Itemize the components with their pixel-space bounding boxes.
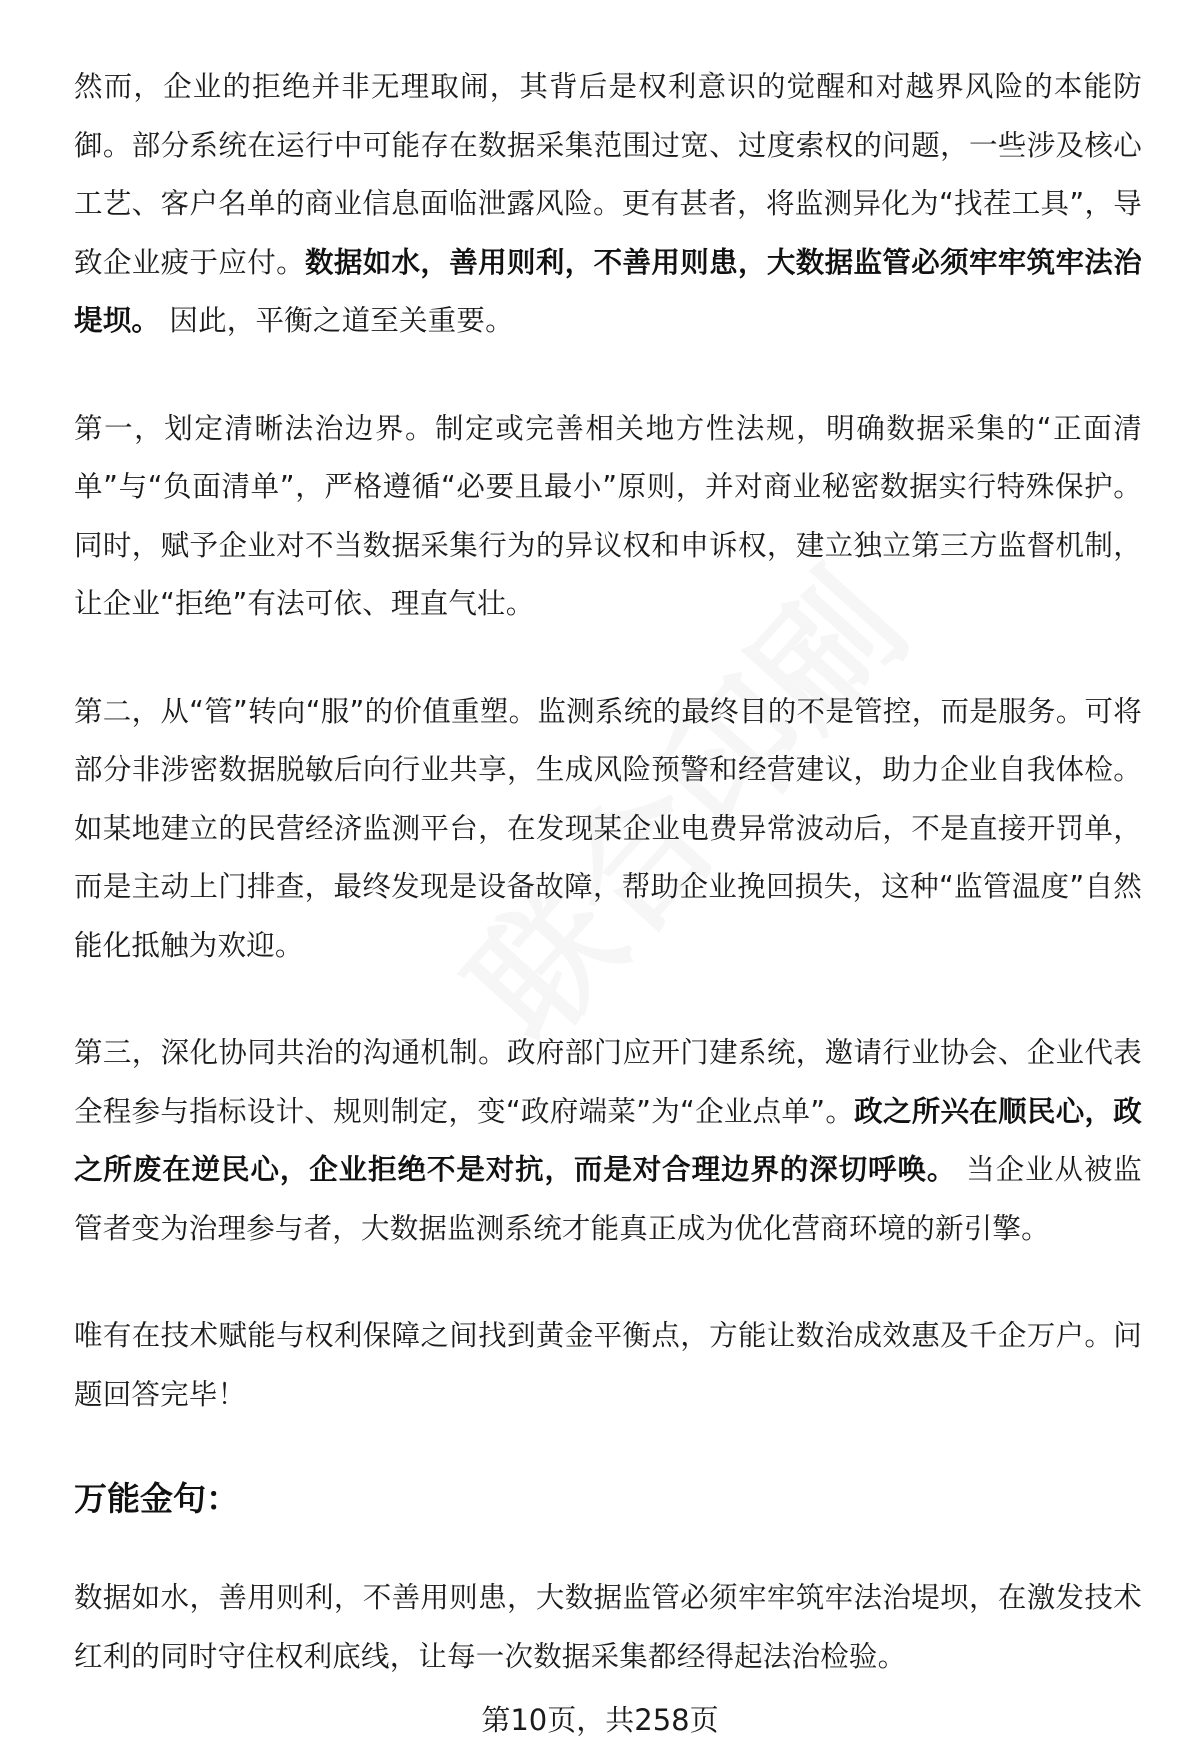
page-footer: 第10页，共258页 <box>481 1703 719 1737</box>
section-heading: 万能金句： <box>74 1479 239 1518</box>
paragraph-4 <box>74 1024 1142 1258</box>
quote-paragraph: 数据如水，善用则利，不善用则患，大数据监管必须牢牢筑牢法治堤坝，在激发技术红利的同时守住权利底线，让每一次数据采集都经得起法治检验。 <box>74 1581 1142 1673</box>
paragraph-2-text: 第一，划定清晰法治边界。制定或完善相关地方性法规，明确数据采集的“正面清单”与“负面清单”，严格遵循“必要且最小”原则，并对商业秘密数据实行特殊保护。同时，赋予企业对不当数据采集行为的异议权和申诉权，建立独立第三方监督机制，让企业“拒绝”有法可依、理直气壮。 <box>74 411 1142 620</box>
paragraph-1-bold-statement: 数据如水，善用则利，不善用则患，大数据监管必须牢牢筑牢法治堤坝。 <box>74 245 1142 337</box>
paragraph-2 <box>74 400 1142 634</box>
document-body <box>74 58 1142 1735</box>
paragraph-1-text-1: 然而，企业的拒绝并非无理取闹，其背后是权利意识的觉醒和对越界风险的本能防御。部分系统在运行中可能存在数据采集范围过宽、过度索权的问题，一些涉及核心工艺、客户名单的商业信息面临泄露风险。更有甚者，将监测异化为“找茬工具”，导致企业疲于应付。 <box>74 70 1142 279</box>
paragraph-3 <box>74 683 1142 976</box>
paragraph-1-text-2: 因此，平衡之道至关重要。 <box>160 304 514 337</box>
paragraph-1 <box>74 58 1142 351</box>
paragraph-5-text: 唯有在技术赋能与权利保障之间找到黄金平衡点，方能让数治成效惠及千企万户。问题回答完毕！ <box>74 1319 1142 1411</box>
paragraph-4-text-1: 第三，深化协同共治的沟通机制。政府部门应开门建系统，邀请行业协会、企业代表全程参与指标设计、规则制定，变“政府端菜”为“企业点单”。 <box>74 1036 1142 1128</box>
paragraph-3-text: 第二，从“管”转向“服”的价值重塑。监测系统的最终目的不是管控，而是服务。可将部分非涉密数据脱敏后向行业共享，生成风险预警和经营建议，助力企业自我体检。如某地建立的民营经济监测平台，在发现某企业电费异常波动后，不是直接开罚单，而是主动上门排查，最终发现是设备故障，帮助企业挽回损失，这种“监管温度”自然能化抵触为欢迎。 <box>74 694 1142 962</box>
paragraph-4-text-2: 当企业从被监管者变为治理参与者，大数据监测系统才能真正成为优化营商环境的新引擎。 <box>74 1153 1142 1245</box>
paragraph-5 <box>74 1307 1142 1424</box>
paragraph-4-bold-statement: 政之所兴在顺民心，政之所废在逆民心，企业拒绝不是对抗，而是对合理边界的深切呼唤。 <box>74 1094 1142 1186</box>
